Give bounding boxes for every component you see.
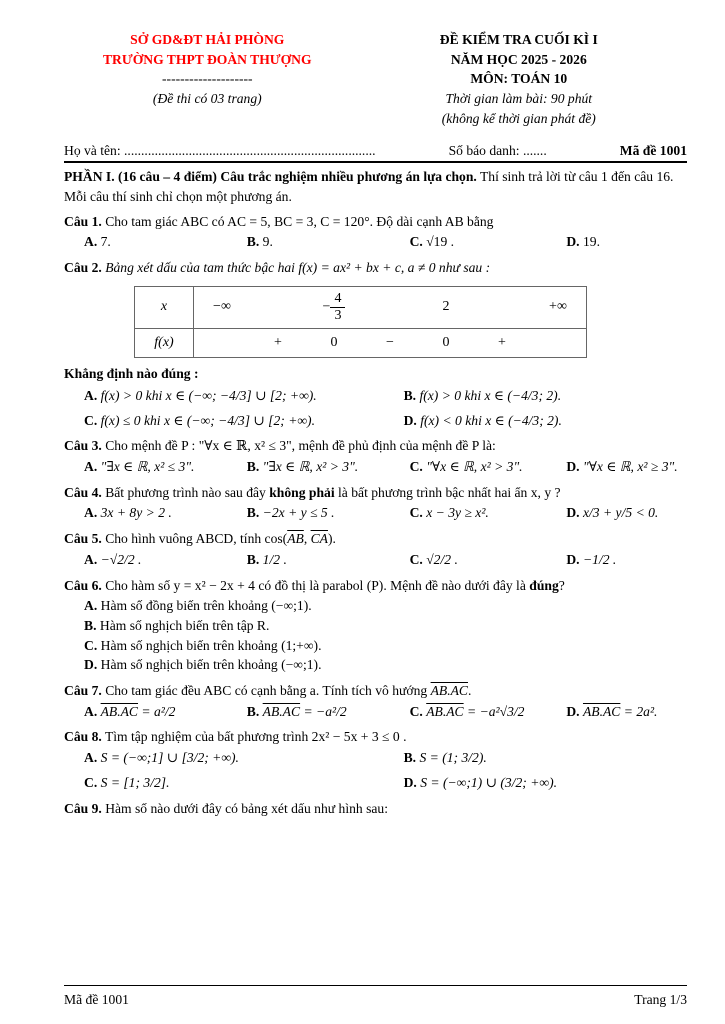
option-label: C. xyxy=(409,459,423,475)
question-6-label: Câu 6. xyxy=(64,577,102,593)
question-8-text: Tìm tập nghiệm của bất phương trình 2x² − 5x + 3 ≤ 0 . xyxy=(104,729,407,745)
option-text: = −a²/2 xyxy=(300,703,347,719)
school-name: TRƯỜNG THPT ĐOÀN THƯỢNG xyxy=(102,51,312,67)
neg-inf-cell: −∞ xyxy=(194,286,251,328)
question-5 xyxy=(64,529,687,569)
option-label: B. xyxy=(246,551,260,567)
spacer-cell xyxy=(194,328,251,357)
question-8-stem xyxy=(64,727,687,747)
question-4-option-d xyxy=(566,503,687,523)
question-3-option-c xyxy=(410,457,567,477)
option-label: A. xyxy=(84,551,98,567)
option-label: D. xyxy=(566,551,580,567)
spacer-cell xyxy=(250,286,306,328)
vector-ab: $\overline{AB}$ xyxy=(287,531,304,547)
option-text: √19 . xyxy=(426,234,455,250)
question-2-options xyxy=(64,386,687,430)
question-2-option-c xyxy=(84,411,404,431)
option-label: A. xyxy=(84,505,98,521)
question-7-option-d xyxy=(566,702,687,722)
option-text: S = [1; 3/2]. xyxy=(100,774,170,790)
option-label: A. xyxy=(84,387,98,403)
option-text: = a²/2 xyxy=(138,703,176,719)
question-6-text-post: ? xyxy=(558,577,565,593)
option-text: x/3 + y/5 < 0. xyxy=(582,505,659,521)
option-text: Hàm số nghịch biến trên khoảng (1;+∞). xyxy=(100,637,322,653)
option-text: Hàm số nghịch biến trên khoảng (−∞;1). xyxy=(100,657,322,673)
option-text: Hàm số nghịch biến trên tập R. xyxy=(99,617,270,633)
option-label: A. xyxy=(84,703,98,719)
option-text: f(x) > 0 khi x ∈ (−4/3; 2). xyxy=(419,387,562,403)
part1-intro-lead: PHẦN I. (16 câu – 4 điểm) Câu trắc nghiệm nhiều phương án lựa chọn. xyxy=(64,169,477,185)
pages-note: (Đề thi có 03 trang) xyxy=(152,91,262,107)
vector-ab-ac: AB.AC xyxy=(426,703,464,719)
part1-intro xyxy=(64,167,687,206)
option-text: 9. xyxy=(262,234,273,250)
vector-ab-ac: AB.AC xyxy=(582,703,621,719)
footer-page-number: Trang 1/3 xyxy=(634,992,687,1008)
option-label: D. xyxy=(566,459,580,475)
root1-cell xyxy=(306,286,362,328)
option-label: B. xyxy=(246,234,260,250)
fraction-denominator: 3 xyxy=(334,307,342,323)
option-label: C. xyxy=(409,505,423,521)
school-block xyxy=(64,30,351,129)
question-2-stem xyxy=(64,258,687,278)
option-text: f(x) > 0 khi x ∈ (−∞; −4/3] ∪ [2; +∞). xyxy=(100,387,317,403)
question-2 xyxy=(64,258,687,430)
option-text: f(x) ≤ 0 khi x ∈ (−∞; −4/3] ∪ [2; +∞). xyxy=(100,412,315,428)
question-3 xyxy=(64,436,687,476)
question-5-label: Câu 5. xyxy=(64,531,102,547)
option-label: D. xyxy=(403,412,417,428)
question-8-option-a xyxy=(84,748,404,768)
duration: Thời gian làm bài: 90 phút xyxy=(445,91,593,107)
option-text: = −a²√3/2 xyxy=(463,703,525,719)
fraction xyxy=(330,291,345,324)
question-1-option-d xyxy=(566,232,687,252)
question-5-text-pre: Cho hình vuông ABCD, tính cos( xyxy=(105,531,288,547)
option-label: C. xyxy=(409,703,423,719)
option-text: −2x + y ≤ 5 . xyxy=(262,505,335,521)
sign-cell: + xyxy=(498,334,506,350)
option-text: f(x) < 0 khi x ∈ (−4/3; 2). xyxy=(420,412,562,428)
option-label: D. xyxy=(403,774,417,790)
sign-cell: + xyxy=(274,334,282,350)
option-label: A. xyxy=(84,598,98,614)
question-7-label: Câu 7. xyxy=(64,683,102,699)
option-label: C. xyxy=(84,774,98,790)
option-label: A. xyxy=(84,234,98,250)
question-8-options xyxy=(64,748,687,792)
option-text: x − 3y ≥ x². xyxy=(426,505,489,521)
question-1-label: Câu 1. xyxy=(64,213,102,229)
option-text: 19. xyxy=(582,234,600,250)
question-2-option-b xyxy=(404,386,687,406)
option-label: A. xyxy=(84,750,98,766)
question-1-options xyxy=(64,232,687,252)
candidate-number-field: Số báo danh: ....... xyxy=(448,142,547,158)
question-5-option-b xyxy=(247,550,410,570)
option-text: −1/2 . xyxy=(582,551,617,567)
option-text: 7. xyxy=(100,234,111,250)
question-2-prompt: Khẳng định nào đúng : xyxy=(64,366,199,382)
question-8 xyxy=(64,727,687,792)
question-7-stem xyxy=(64,681,687,701)
question-1-stem xyxy=(64,212,687,232)
option-label: D. xyxy=(566,234,580,250)
option-label: B. xyxy=(403,750,417,766)
question-1-text: Cho tam giác ABC có AC = 5, BC = 3, C = 120°. Độ dài cạnh AB bằng xyxy=(105,213,494,229)
option-text: √2/2 . xyxy=(426,551,458,567)
question-3-label: Câu 3. xyxy=(64,438,102,454)
option-label: B. xyxy=(84,617,97,633)
exam-body xyxy=(64,167,687,824)
question-7-option-b xyxy=(247,702,410,722)
option-label: A. xyxy=(84,459,98,475)
fraction-sign: − xyxy=(322,299,331,315)
question-4-option-c xyxy=(410,503,567,523)
question-7 xyxy=(64,681,687,721)
sign-cell: 0 xyxy=(442,334,450,350)
vector-ca: $\overline{CA}$ xyxy=(310,531,328,547)
question-1-option-c xyxy=(410,232,567,252)
question-7-options xyxy=(64,702,687,722)
question-1-option-b xyxy=(247,232,410,252)
question-8-label: Câu 8. xyxy=(64,729,102,745)
question-3-option-b xyxy=(247,457,410,477)
spacer-cell xyxy=(362,286,418,328)
question-6-option-d xyxy=(84,655,687,675)
question-9-text: Hàm số nào dưới đây có bảng xét dấu như hình sau: xyxy=(105,800,388,816)
question-9-label: Câu 9. xyxy=(64,800,102,816)
option-label: B. xyxy=(246,505,260,521)
option-label: B. xyxy=(403,387,417,403)
school-year: NĂM HỌC 2025 - 2026 xyxy=(450,51,587,67)
question-4 xyxy=(64,483,687,523)
sign-table xyxy=(134,286,587,358)
question-6-text-bold: đúng xyxy=(529,577,559,593)
question-5-option-d xyxy=(566,550,687,570)
x-label-cell: x xyxy=(135,286,194,328)
question-1 xyxy=(64,212,687,252)
question-5-options xyxy=(64,550,687,570)
exam-title-block xyxy=(351,30,687,129)
question-3-text: Cho mệnh đề P : "∀x ∈ ℝ, x² ≤ 3", mệnh đề phủ định của mệnh đề P là: xyxy=(105,438,496,454)
question-1-option-a xyxy=(84,232,247,252)
page-footer xyxy=(64,985,687,1010)
part1-intro-rest: Thí sinh trả lời từ câu 1 đến câu 16. Mỗi câu thí sinh chỉ chọn một phương án. xyxy=(64,169,674,204)
question-6-stem xyxy=(64,576,687,596)
divider-dashes: -------------------- xyxy=(162,71,253,87)
option-text: S = (1; 3/2). xyxy=(419,750,487,766)
sign-cell: − xyxy=(386,334,394,350)
subject: MÔN: TOÁN 10 xyxy=(470,71,568,87)
option-text: S = (−∞;1] ∪ [3/2; +∞). xyxy=(100,750,239,766)
header-rule xyxy=(64,161,687,163)
option-label: C. xyxy=(409,234,423,250)
exam-header xyxy=(64,30,687,129)
option-text: 3x + 8y > 2 . xyxy=(100,505,172,521)
fx-label-cell: f(x) xyxy=(135,328,194,357)
option-text: −√2/2 . xyxy=(100,551,142,567)
question-5-text-post: ). xyxy=(327,531,336,547)
sign-table-x-row xyxy=(135,286,587,328)
question-9 xyxy=(64,799,687,819)
question-3-options xyxy=(64,457,687,477)
option-text: "∃x ∈ ℝ, x² ≤ 3". xyxy=(100,459,195,475)
question-8-option-c xyxy=(84,773,404,793)
option-text: = 2a². xyxy=(620,703,658,719)
question-5-option-a xyxy=(84,550,247,570)
question-6-text-pre: Cho hàm số y = x² − 2x + 4 có đồ thị là parabol (P). Mệnh đề nào dưới đây là xyxy=(105,577,530,593)
question-4-options xyxy=(64,503,687,523)
question-6 xyxy=(64,576,687,676)
question-4-text-bold: không phải xyxy=(269,484,335,500)
option-label: C. xyxy=(84,637,98,653)
option-label: D. xyxy=(566,505,580,521)
question-2-label: Câu 2. xyxy=(64,260,102,276)
footer-exam-code: Mã đề 1001 xyxy=(64,992,129,1008)
option-label: C. xyxy=(84,412,98,428)
question-8-option-d xyxy=(404,773,687,793)
question-4-text-pre: Bất phương trình nào sau đây xyxy=(105,484,270,500)
exam-title: ĐỀ KIỂM TRA CUỐI KÌ I xyxy=(439,32,598,47)
name-field: Họ và tên: .......................................................................... xyxy=(64,142,376,158)
question-4-text-post: là bất phương trình bậc nhất hai ẩn x, y ? xyxy=(334,484,561,500)
question-4-option-a xyxy=(84,503,247,523)
question-2-option-a xyxy=(84,386,404,406)
pos-inf-cell: +∞ xyxy=(530,286,587,328)
question-6-option-a xyxy=(84,596,687,616)
question-4-option-b xyxy=(247,503,410,523)
question-2-text: Bảng xét dấu của tam thức bậc hai f(x) = ax² + bx + c, a ≠ 0 như sau : xyxy=(105,260,491,276)
question-8-option-b xyxy=(404,748,687,768)
option-label: C. xyxy=(409,551,423,567)
option-text: Hàm số đồng biến trên khoảng (−∞;1). xyxy=(100,598,312,614)
root2-cell: 2 xyxy=(418,286,474,328)
question-4-label: Câu 4. xyxy=(64,484,102,500)
sign-cell: 0 xyxy=(330,334,338,350)
option-label: B. xyxy=(246,459,260,475)
sign-table-fx-row xyxy=(135,328,587,357)
option-text: 1/2 . xyxy=(262,551,287,567)
question-5-stem xyxy=(64,529,687,549)
department-name: SỞ GD&ĐT HẢI PHÒNG xyxy=(130,32,285,47)
option-label: D. xyxy=(566,703,580,719)
question-9-stem xyxy=(64,799,687,819)
question-3-option-d xyxy=(566,457,687,477)
vector-ab-ac: AB.AC xyxy=(100,703,139,719)
spacer-cell xyxy=(474,286,530,328)
question-2-option-d xyxy=(404,411,687,431)
question-6-option-b xyxy=(84,616,687,636)
option-text: "∀x ∈ ℝ, x² > 3". xyxy=(426,459,523,475)
exam-code: Mã đề 1001 xyxy=(619,142,687,158)
duration-note: (không kể thời gian phát đề) xyxy=(441,110,596,126)
option-text: "∃x ∈ ℝ, x² > 3". xyxy=(262,459,359,475)
question-7-option-c xyxy=(410,702,567,722)
option-text: S = (−∞;1) ∪ (3/2; +∞). xyxy=(420,774,558,790)
spacer-cell xyxy=(530,328,587,357)
question-6-options xyxy=(64,596,687,675)
question-5-text-mid: , xyxy=(303,531,311,547)
question-3-option-a xyxy=(84,457,247,477)
option-text: "∀x ∈ ℝ, x² ≥ 3". xyxy=(582,459,678,475)
question-7-text-pre: Cho tam giác đều ABC có cạnh bằng a. Tính tích vô hướng xyxy=(105,683,431,699)
fraction-numerator: 4 xyxy=(330,291,345,308)
question-7-option-a xyxy=(84,702,247,722)
question-3-stem xyxy=(64,436,687,456)
question-5-option-c xyxy=(410,550,567,570)
candidate-info-row xyxy=(64,141,687,161)
vector-ab-ac: AB.AC xyxy=(430,683,468,699)
vector-ab-ac: AB.AC xyxy=(262,703,301,719)
option-label: B. xyxy=(246,703,260,719)
question-6-option-c xyxy=(84,636,687,656)
option-label: D. xyxy=(84,657,98,673)
question-4-stem xyxy=(64,483,687,503)
question-7-text-post: . xyxy=(467,683,472,699)
